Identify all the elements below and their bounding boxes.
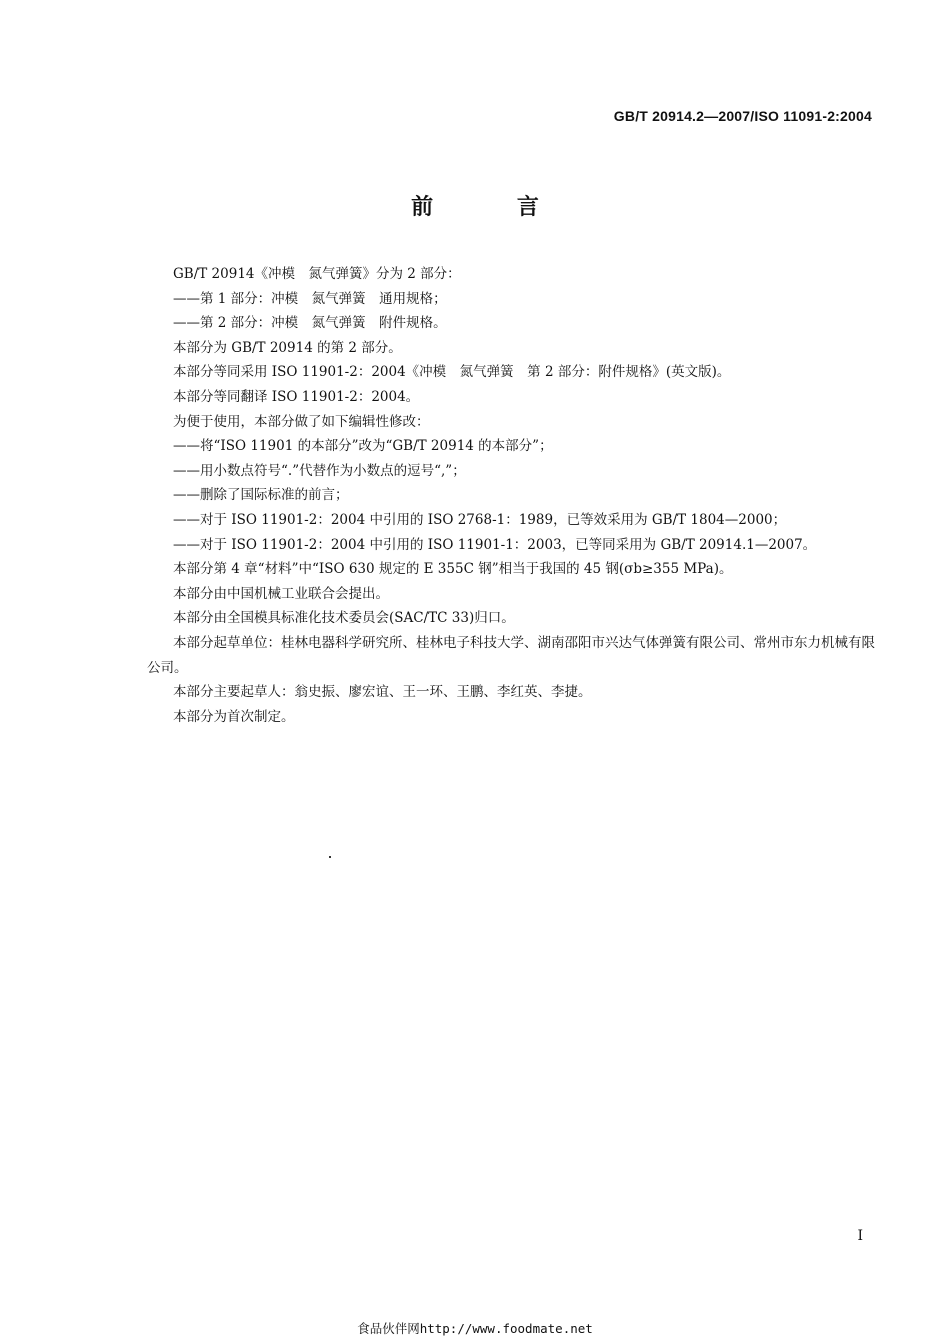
- foreword-body: [147, 262, 879, 729]
- paragraph: 本部分等同采用 ISO 11901-2：2004《冲模 氮气弹簧 第 2 部分：附件规格》(英文版)。: [173, 364, 731, 381]
- paragraph: 为便于使用，本部分做了如下编辑性修改：: [173, 413, 430, 430]
- page-number: I: [857, 1228, 863, 1244]
- paragraph: ——第 1 部分：冲模 氮气弹簧 通用规格；: [173, 290, 447, 307]
- paragraph: 本部分由全国模具标准化技术委员会(SAC/TC 33)归口。: [173, 610, 515, 627]
- scan-speck: [329, 856, 331, 858]
- standard-code: GB/T 20914.2—2007/ISO 11091-2:2004: [613, 108, 872, 124]
- paragraph: ——用小数点符号“.”代替作为小数点的逗号“,”；: [173, 462, 466, 479]
- paragraph: ——对于 ISO 11901-2：2004 中引用的 ISO 2768-1：1989，已等效采用为 GB/T 1804—2000；: [173, 511, 787, 528]
- paragraph: ——删除了国际标准的前言；: [173, 487, 349, 504]
- paragraph: 本部分为首次制定。: [173, 708, 295, 725]
- page-title: 前 言: [411, 195, 577, 220]
- paragraph: 本部分第 4 章“材料”中“ISO 630 规定的 E 355C 钢”相当于我国的 45 钢(σb≥355 MPa)。: [173, 561, 733, 578]
- paragraph: 本部分由中国机械工业联合会提出。: [173, 585, 389, 602]
- paragraph: ——对于 ISO 11901-2：2004 中引用的 ISO 11901-1：2003，已等同采用为 GB/T 20914.1—2007。: [173, 536, 817, 553]
- paragraph: ——第 2 部分：冲模 氮气弹簧 附件规格。: [173, 315, 447, 332]
- paragraph: 本部分起草单位：桂林电器科学研究所、桂林电子科技大学、湖南邵阳市兴达气体弹簧有限公司、常州市东力机械有限公司。: [147, 634, 875, 676]
- footer-watermark: 食品伙伴网http://www.foodmate.net: [357, 1321, 593, 1336]
- paragraph: 本部分主要起草人：翁史振、廖宏谊、王一环、王鹏、李红英、李捷。: [173, 684, 592, 701]
- paragraph: 本部分为 GB/T 20914 的第 2 部分。: [173, 339, 402, 356]
- paragraph: GB/T 20914《冲模 氮气弹簧》分为 2 部分：: [173, 266, 461, 282]
- paragraph: 本部分等同翻译 ISO 11901-2：2004。: [173, 388, 420, 405]
- paragraph: ——将“ISO 11901 的本部分”改为“GB/T 20914 的本部分”；: [173, 438, 553, 455]
